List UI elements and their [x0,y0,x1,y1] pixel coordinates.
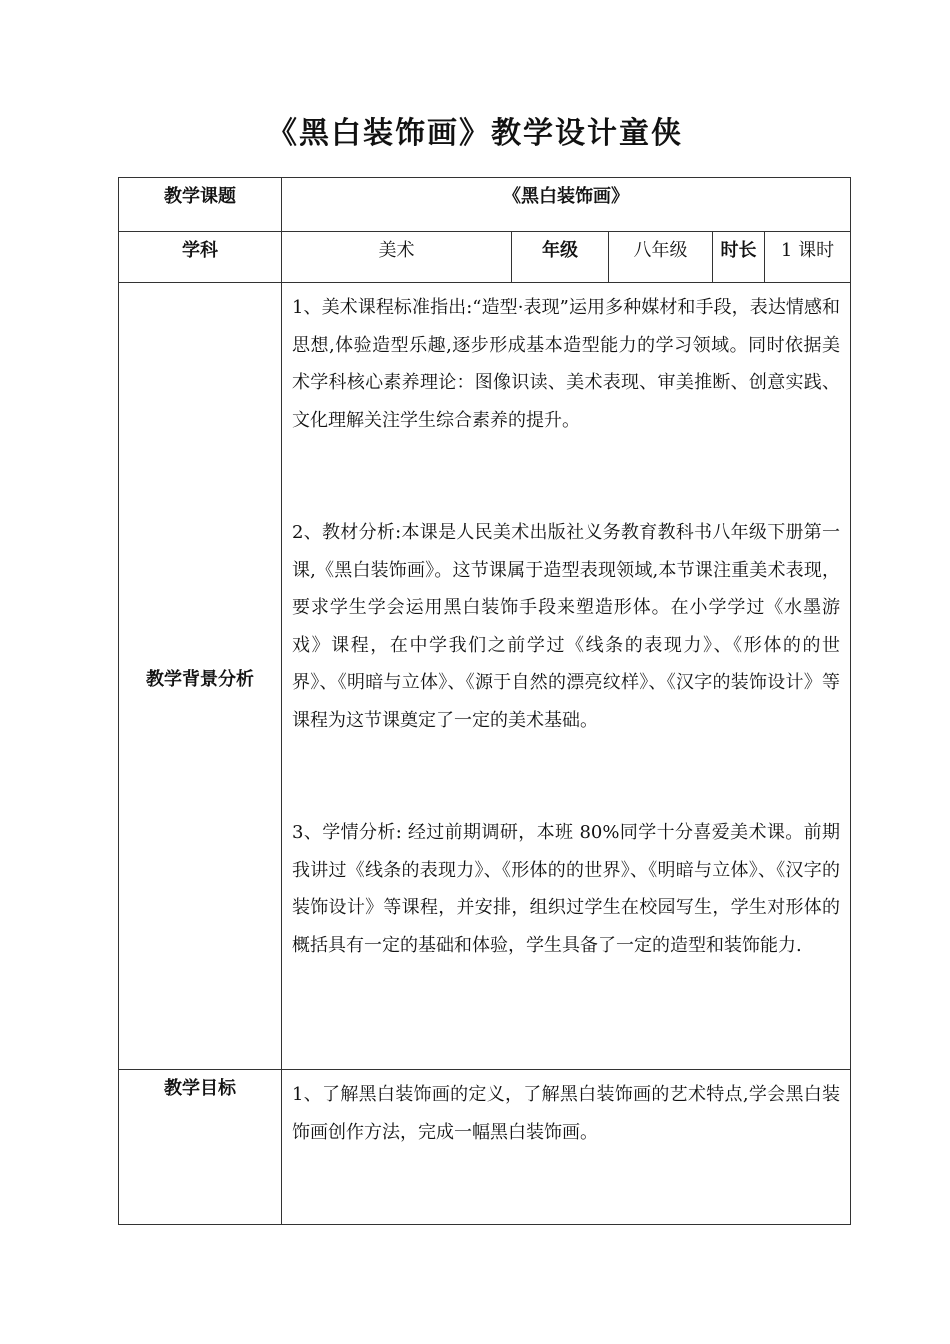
paragraph-spacer [292,739,840,814]
grade-label: 年级 [512,232,609,283]
lesson-plan-table [118,177,851,1225]
subject-value: 美术 [282,232,512,283]
background-content [282,283,851,1070]
subject-label: 学科 [119,232,282,283]
subject-row [119,232,851,283]
background-label: 教学背景分析 [119,283,282,1070]
topic-value: 《黑白装饰画》 [282,178,851,232]
topic-row [119,178,851,232]
textbook-analysis-paragraph: 2、教材分析:本课是人民美术出版社义务教育教科书八年级下册第一课,《黑白装饰画》。这节课属于造型表现领域,本节课注重美术表现，要求学生学会运用黑白装饰手段来塑造形体。在小学学过《水墨游戏》课程，在中学我们之前学过《线条的表现力》、《形体的的世界》、《明暗与立体》、《源于自然的漂亮纹样》、《汉字的装饰设计》等课程为这节课奠定了一定的美术基础。 [292,522,841,731]
duration-value: 1 课时 [765,232,851,283]
topic-label: 教学课题 [119,178,282,232]
grade-value: 八年级 [609,232,713,283]
student-analysis-paragraph: 3、学情分析: 经过前期调研，本班 80%同学十分喜爱美术课。前期我讲过《线条的表现力》、《形体的的世界》、《明暗与立体》、《汉字的装饰设计》等课程，并安排，组织过学生在校园写生，学生对形体的概括具有一定的基础和体验，学生具备了一定的造型和装饰能力. [292,822,841,956]
objective-paragraph: 1、了解黑白装饰画的定义，了解黑白装饰画的艺术特点,学会黑白装饰画创作方法，完成一幅黑白装饰画。 [292,1084,841,1143]
objective-row [119,1070,851,1225]
objective-label: 教学目标 [119,1070,282,1225]
standards-paragraph: 1、美术课程标准指出:“造型·表现”运用多种媒材和手段，表达情感和思想,体验造型乐趣,逐步形成基本造型能力的学习领域。同时依据美术学科核心素养理论：图像识读、美术表现、审美推断、创意实践、文化理解关注学生综合素养的提升。 [292,297,841,431]
objective-content [282,1070,851,1225]
background-row [119,283,851,1070]
duration-label: 时长 [713,232,765,283]
paragraph-spacer [292,439,840,514]
document-title: 《黑白装饰画》教学设计童侠 [267,116,683,151]
